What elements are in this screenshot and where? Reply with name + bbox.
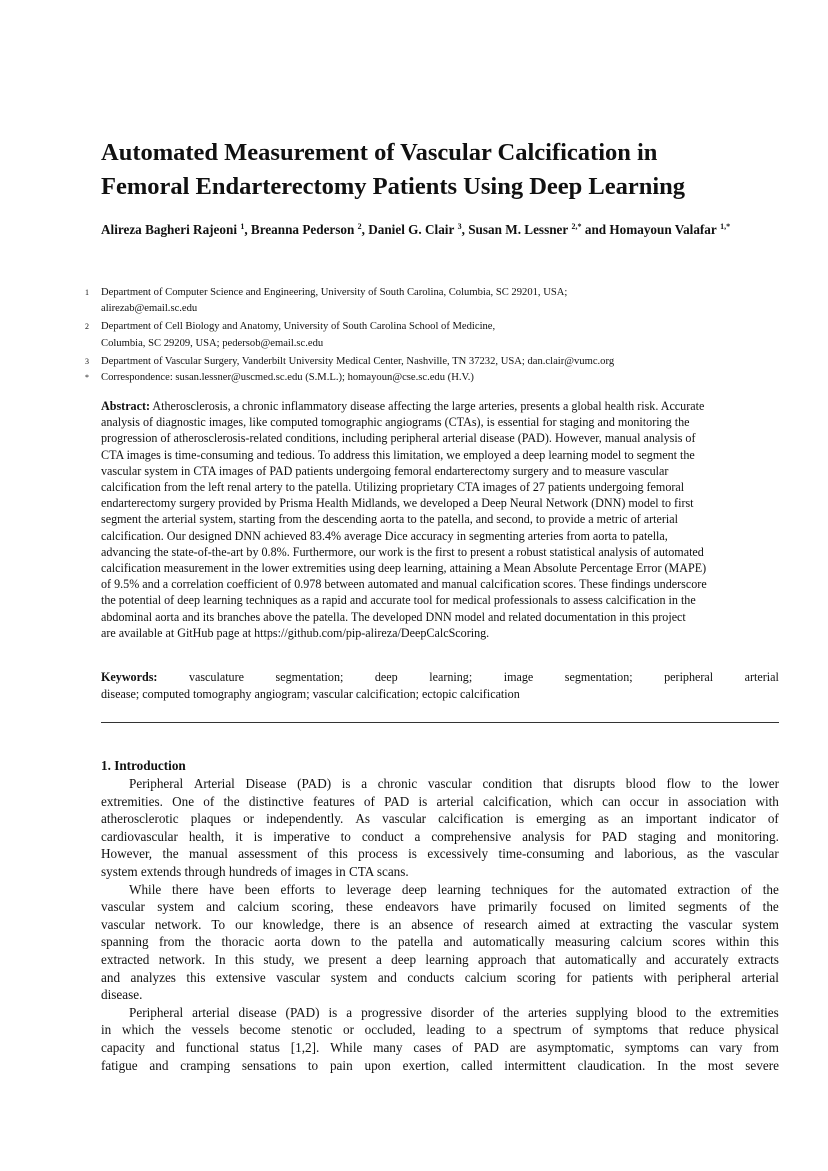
abstract-line: advancing the state-of-the-art by 0.8%. Furthermore, our work is the first to present a robust statistical analysis of automated xyxy=(101,544,704,559)
correspondence-line: Correspondence: susan.lessner@uscmed.sc.edu (S.M.L.); homayoun@cse.sc.edu (H.V.) xyxy=(101,372,474,384)
paragraph-line: disease. xyxy=(101,987,143,1003)
title-line: Automated Measurement of Vascular Calcification in xyxy=(101,139,658,166)
paragraph-line: Peripheral Arterial Disease (PAD) is a chronic vascular condition that disrupts blood flow to the lower xyxy=(129,776,779,791)
keywords-line xyxy=(101,669,779,686)
abstract xyxy=(101,398,779,641)
affiliation-mark: 3 xyxy=(85,356,89,366)
affiliation-line: Department of Cell Biology and Anatomy, University of South Carolina School of Medicine, xyxy=(101,321,496,333)
keywords-label: Keywords: xyxy=(101,670,158,684)
paragraph-line: vascular network. To our knowledge, there is an absence of research aimed at extracting the vascular system xyxy=(101,916,779,932)
section-heading: 1. Introduction xyxy=(101,758,186,773)
paragraph-line: While there have been efforts to leverage deep learning techniques for the automated extraction of the xyxy=(129,881,779,897)
author-affil-mark: 2 xyxy=(357,222,362,231)
keyword-word: vasculature xyxy=(188,670,245,684)
affiliation-item xyxy=(85,319,745,351)
author-affil-mark: 3 xyxy=(457,222,462,231)
author-separator: , xyxy=(361,222,369,237)
author-affil-mark: 2,* xyxy=(571,222,582,231)
affiliation-item xyxy=(85,370,745,386)
keywords xyxy=(101,669,779,703)
keyword-word: segmentation; xyxy=(275,670,344,684)
keyword-word: image xyxy=(503,670,534,684)
keywords-line: disease; computed tomography angiogram; vascular calcification; ectopic calcification xyxy=(101,687,520,701)
author-name: Alireza Bagheri Rajeoni xyxy=(101,222,238,237)
paragraph xyxy=(101,1004,779,1074)
paragraph-line: extracted network. In this study, we present a deep learning approach that automatically and accurately extracts xyxy=(101,951,779,967)
introduction-section xyxy=(101,757,779,1074)
author-affil-mark: 1,* xyxy=(720,222,731,231)
section-divider xyxy=(101,722,779,723)
abstract-line xyxy=(101,398,779,414)
abstract-line: of 9.5% and a correlation coefficient of 0.978 between automated and manual calcification scores. These findings underscore xyxy=(101,577,707,592)
affiliation-mark: 1 xyxy=(85,288,89,297)
abstract-line: vascular system in CTA images of PAD patients undergoing femoral endarterectomy surgery and to measure vascular xyxy=(101,463,669,478)
affiliation-mark: * xyxy=(85,373,89,383)
paragraph xyxy=(101,775,779,881)
author-name: Breanna Pederson xyxy=(250,222,355,237)
affiliation-mark: 2 xyxy=(85,322,89,332)
paragraph-line: extremities. One of the distinctive features of PAD is arterial calcification, which can occur in association with xyxy=(101,793,779,809)
paragraph-line: fatigue and cramping sensations to pain upon exertion, called intermittent claudication. In the most severe xyxy=(101,1057,779,1073)
abstract-label: Abstract: xyxy=(101,399,151,413)
author-name: Susan M. Lessner xyxy=(468,222,569,237)
author-separator: , xyxy=(461,222,469,237)
abstract-text: Atherosclerosis, a chronic inflammatory disease affecting the large arteries, presents a global health risk. Accurate xyxy=(150,399,705,413)
abstract-line: endarterectomy surgery provided by Prisma Health Midlands, we developed a Deep Neural Network (DNN) model to first xyxy=(101,496,694,511)
author-separator: and xyxy=(581,222,610,237)
abstract-line: segment the arterial system, starting from the descending aorta to the patella, and second, to provide a metric of arterial xyxy=(101,512,678,527)
paragraph-line: Peripheral arterial disease (PAD) is a progressive disorder of the arteries supplying blood to the extremities xyxy=(129,1004,779,1020)
abstract-line: analysis of diagnostic images, like computed tomographic angiograms (CTAs), is essential for staging and monitoring the xyxy=(101,415,690,430)
keyword-word: learning; xyxy=(429,670,473,684)
affiliation-line: Department of Vascular Surgery, Vanderbilt University Medical Center, Nashville, TN 37232, USA; dan.clair@vumc.org xyxy=(101,355,615,367)
paragraph-line: vascular system and calcium scoring, these endeavors have primarily focused on limited segments of the xyxy=(101,899,779,915)
keyword-word: deep xyxy=(374,670,398,684)
affiliation-line: Department of Computer Science and Engineering, University of South Carolina, Columbia, SC 29201, USA; xyxy=(101,287,568,298)
abstract-line: the potential of deep learning techniques as a rapid and accurate tool for medical professionals to assess calcification in the xyxy=(101,593,696,608)
paragraph-line: spanning from the thoracic aorta down to the patella and automatically measuring calcium scores within this xyxy=(101,934,779,950)
abstract-line: abdominal aorta and its branches above the patella. The developed DNN model and related documentation in this project xyxy=(101,609,686,624)
affiliation-line: alirezab@email.sc.edu xyxy=(101,303,198,315)
paragraph-line: cardiovascular health, it is imperative to conduct a comprehensive analysis for PAD staging and monitoring. xyxy=(101,828,779,844)
paragraph-line: in which the vessels become stenotic or occluded, leading to a spectrum of symptoms that reduce physical xyxy=(101,1022,779,1038)
affiliation-line: Columbia, SC 29209, USA; pedersob@email.sc.edu xyxy=(101,337,324,349)
paragraph-line: and analyzes this extensive vascular system and conducts calcium scoring for patients with peripheral arterial xyxy=(101,969,779,985)
author-name: Homayoun Valafar xyxy=(609,222,717,237)
title-line: Femoral Endarterectomy Patients Using Deep Learning xyxy=(101,173,686,200)
author-affil-mark: 1 xyxy=(240,222,245,231)
author-list xyxy=(101,216,761,240)
abstract-line: are available at GitHub page at https://github.com/pip-alireza/DeepCalcScoring. xyxy=(101,625,490,640)
affiliations xyxy=(85,285,745,386)
author-separator: , xyxy=(244,222,251,237)
introduction-body xyxy=(101,775,779,1074)
abstract-line: CTA images is time-consuming and tedious. To address this limitation, we employed a deep learning model to segment the xyxy=(101,447,695,462)
paragraph-line: capacity and functional status [1,2]. While many cases of PAD are asymptomatic, symptoms can vary from xyxy=(101,1039,779,1055)
paragraph xyxy=(101,881,779,1004)
paper-title xyxy=(101,136,781,204)
paragraph-line: system extends through hundreds of images in CTA scans. xyxy=(101,863,409,879)
affiliation-item xyxy=(85,354,745,370)
abstract-line: progression of atherosclerosis-related conditions, including peripheral arterial disease (PAD). However, manual analysis of xyxy=(101,431,696,446)
paragraph-line: atherosclerotic plaques or independently. As vascular calcification is emerging as an important indicator of xyxy=(101,811,779,827)
keyword-word: segmentation; xyxy=(564,670,633,684)
abstract-line: calcification. Our designed DNN achieved 83.4% average Dice accuracy in segmenting arteries from aorta to patella, xyxy=(101,528,668,543)
abstract-line: calcification measurement in the lower extremities using deep learning, attaining a Mean Absolute Percentage Error (MAPE) xyxy=(101,561,707,576)
author-name: Daniel G. Clair xyxy=(368,222,455,237)
keyword-word: arterial xyxy=(744,670,779,684)
abstract-line: calcification from the left renal artery to the patella. Utilizing proprietary CTA images of 27 patients undergoing femoral xyxy=(101,480,685,495)
affiliation-item xyxy=(85,285,745,317)
keyword-word: peripheral xyxy=(664,670,714,684)
paragraph-line: However, the manual assessment of this process is excessively time-consuming and laborious, as the vascular xyxy=(101,846,779,862)
